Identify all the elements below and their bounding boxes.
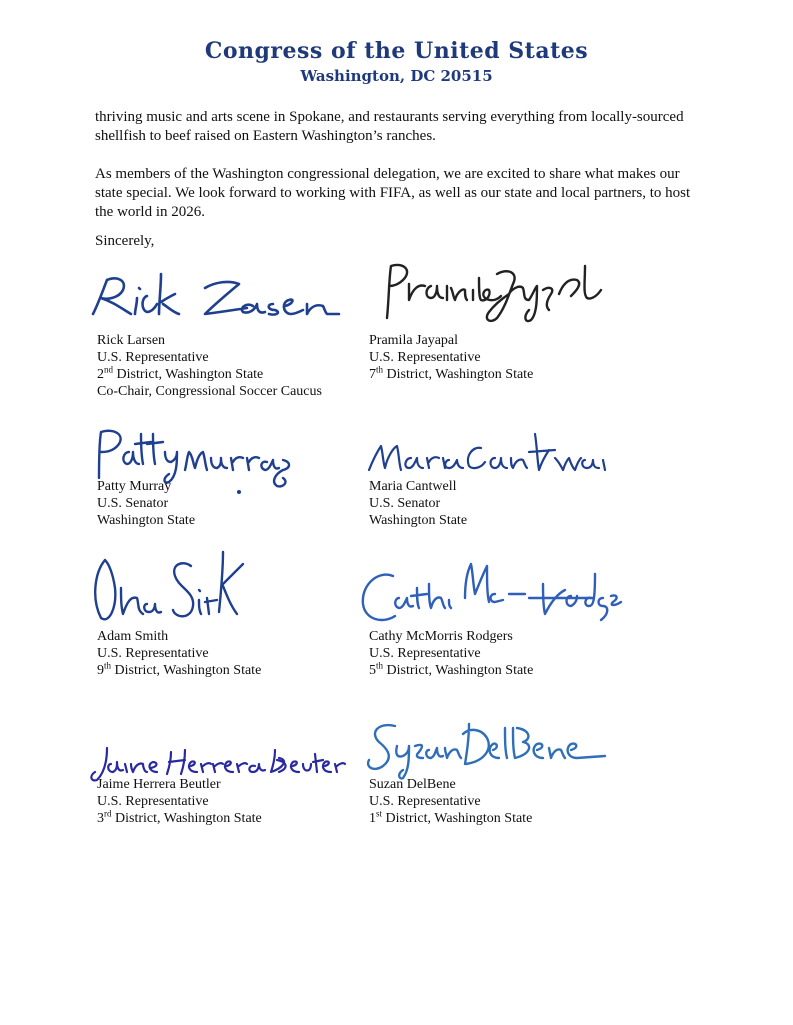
signatory-title: U.S. Representative	[369, 794, 481, 809]
signatory-title: U.S. Senator	[97, 496, 169, 511]
signature-block-patty-murray	[97, 420, 387, 535]
signatory-name: Cathy McMorris Rodgers	[369, 629, 513, 644]
signatory-title: U.S. Senator	[369, 496, 441, 511]
letterhead-title: Congress of the United States	[204, 38, 589, 64]
signature-image-maria-cantwell	[359, 426, 619, 486]
body-paragraph-2: As members of the Washington congressional delegation, we are excited to share what makes our state special. We look forward to working with FIFA, as well as our state and local partners, to host the world in 2026.	[95, 166, 691, 220]
signatory-details	[97, 628, 261, 679]
signatory-title: U.S. Representative	[369, 350, 481, 365]
signature-block-cathy-mcmorris-rodgers	[369, 548, 659, 688]
body-paragraph-1: thriving music and arts scene in Spokane, and restaurants serving everything from locally-sourced shellfish to beef raised on Eastern Washington’s ranches.	[95, 109, 684, 144]
signature-image-rick-larsen	[87, 262, 347, 332]
signature-block-suzan-delbene	[369, 722, 659, 842]
signatory-name: Adam Smith	[97, 629, 169, 644]
signature-image-suzan-delbene	[359, 714, 609, 784]
signatory-district: 3rd District, Washington State	[97, 808, 262, 826]
signature-image-adam-smith	[87, 548, 287, 628]
signatory-name: Rick Larsen	[97, 333, 166, 348]
signature-image-cathy-mcmorris-rodgers	[353, 554, 623, 632]
signatory-district: 7th District, Washington State	[369, 364, 534, 382]
signatory-details	[369, 332, 533, 383]
signatory-name: Patty Murray	[97, 479, 172, 494]
signature-block-rick-larsen	[97, 262, 387, 402]
signature-block-adam-smith	[97, 548, 387, 688]
signatory-title: U.S. Representative	[97, 646, 209, 661]
signature-block-maria-cantwell	[369, 420, 659, 535]
letterhead	[0, 38, 793, 86]
signatory-title: U.S. Representative	[97, 794, 209, 809]
signature-block-jaime-herrera-beutler	[97, 722, 387, 842]
signatory-title: U.S. Representative	[369, 646, 481, 661]
closing-salutation: Sincerely,	[95, 233, 155, 249]
signatory-district: 1st District, Washington State	[369, 808, 533, 826]
signatory-name: Maria Cantwell	[369, 479, 457, 494]
signatory-district: Washington State	[369, 513, 468, 528]
signatory-title: U.S. Representative	[97, 350, 209, 365]
signatory-details	[97, 478, 195, 529]
letterhead-address: Washington, DC 20515	[300, 67, 493, 85]
signature-block-pramila-jayapal	[369, 262, 659, 382]
signature-image-pramila-jayapal	[373, 258, 613, 338]
signatory-details	[369, 628, 533, 679]
signatory-extra-role: Co-Chair, Congressional Soccer Caucus	[97, 384, 322, 399]
signatory-details	[369, 478, 467, 529]
signatory-details	[97, 332, 322, 400]
signatory-name: Jaime Herrera Beutler	[97, 777, 221, 792]
signatory-name: Suzan DelBene	[369, 777, 456, 792]
signatory-district: 2nd District, Washington State	[97, 364, 264, 382]
signatory-details	[97, 776, 262, 827]
signatory-name: Pramila Jayapal	[369, 333, 459, 348]
signatory-details	[369, 776, 532, 827]
signatory-district: 9th District, Washington State	[97, 660, 262, 678]
signatory-district: Washington State	[97, 513, 196, 528]
signatory-district: 5th District, Washington State	[369, 660, 534, 678]
